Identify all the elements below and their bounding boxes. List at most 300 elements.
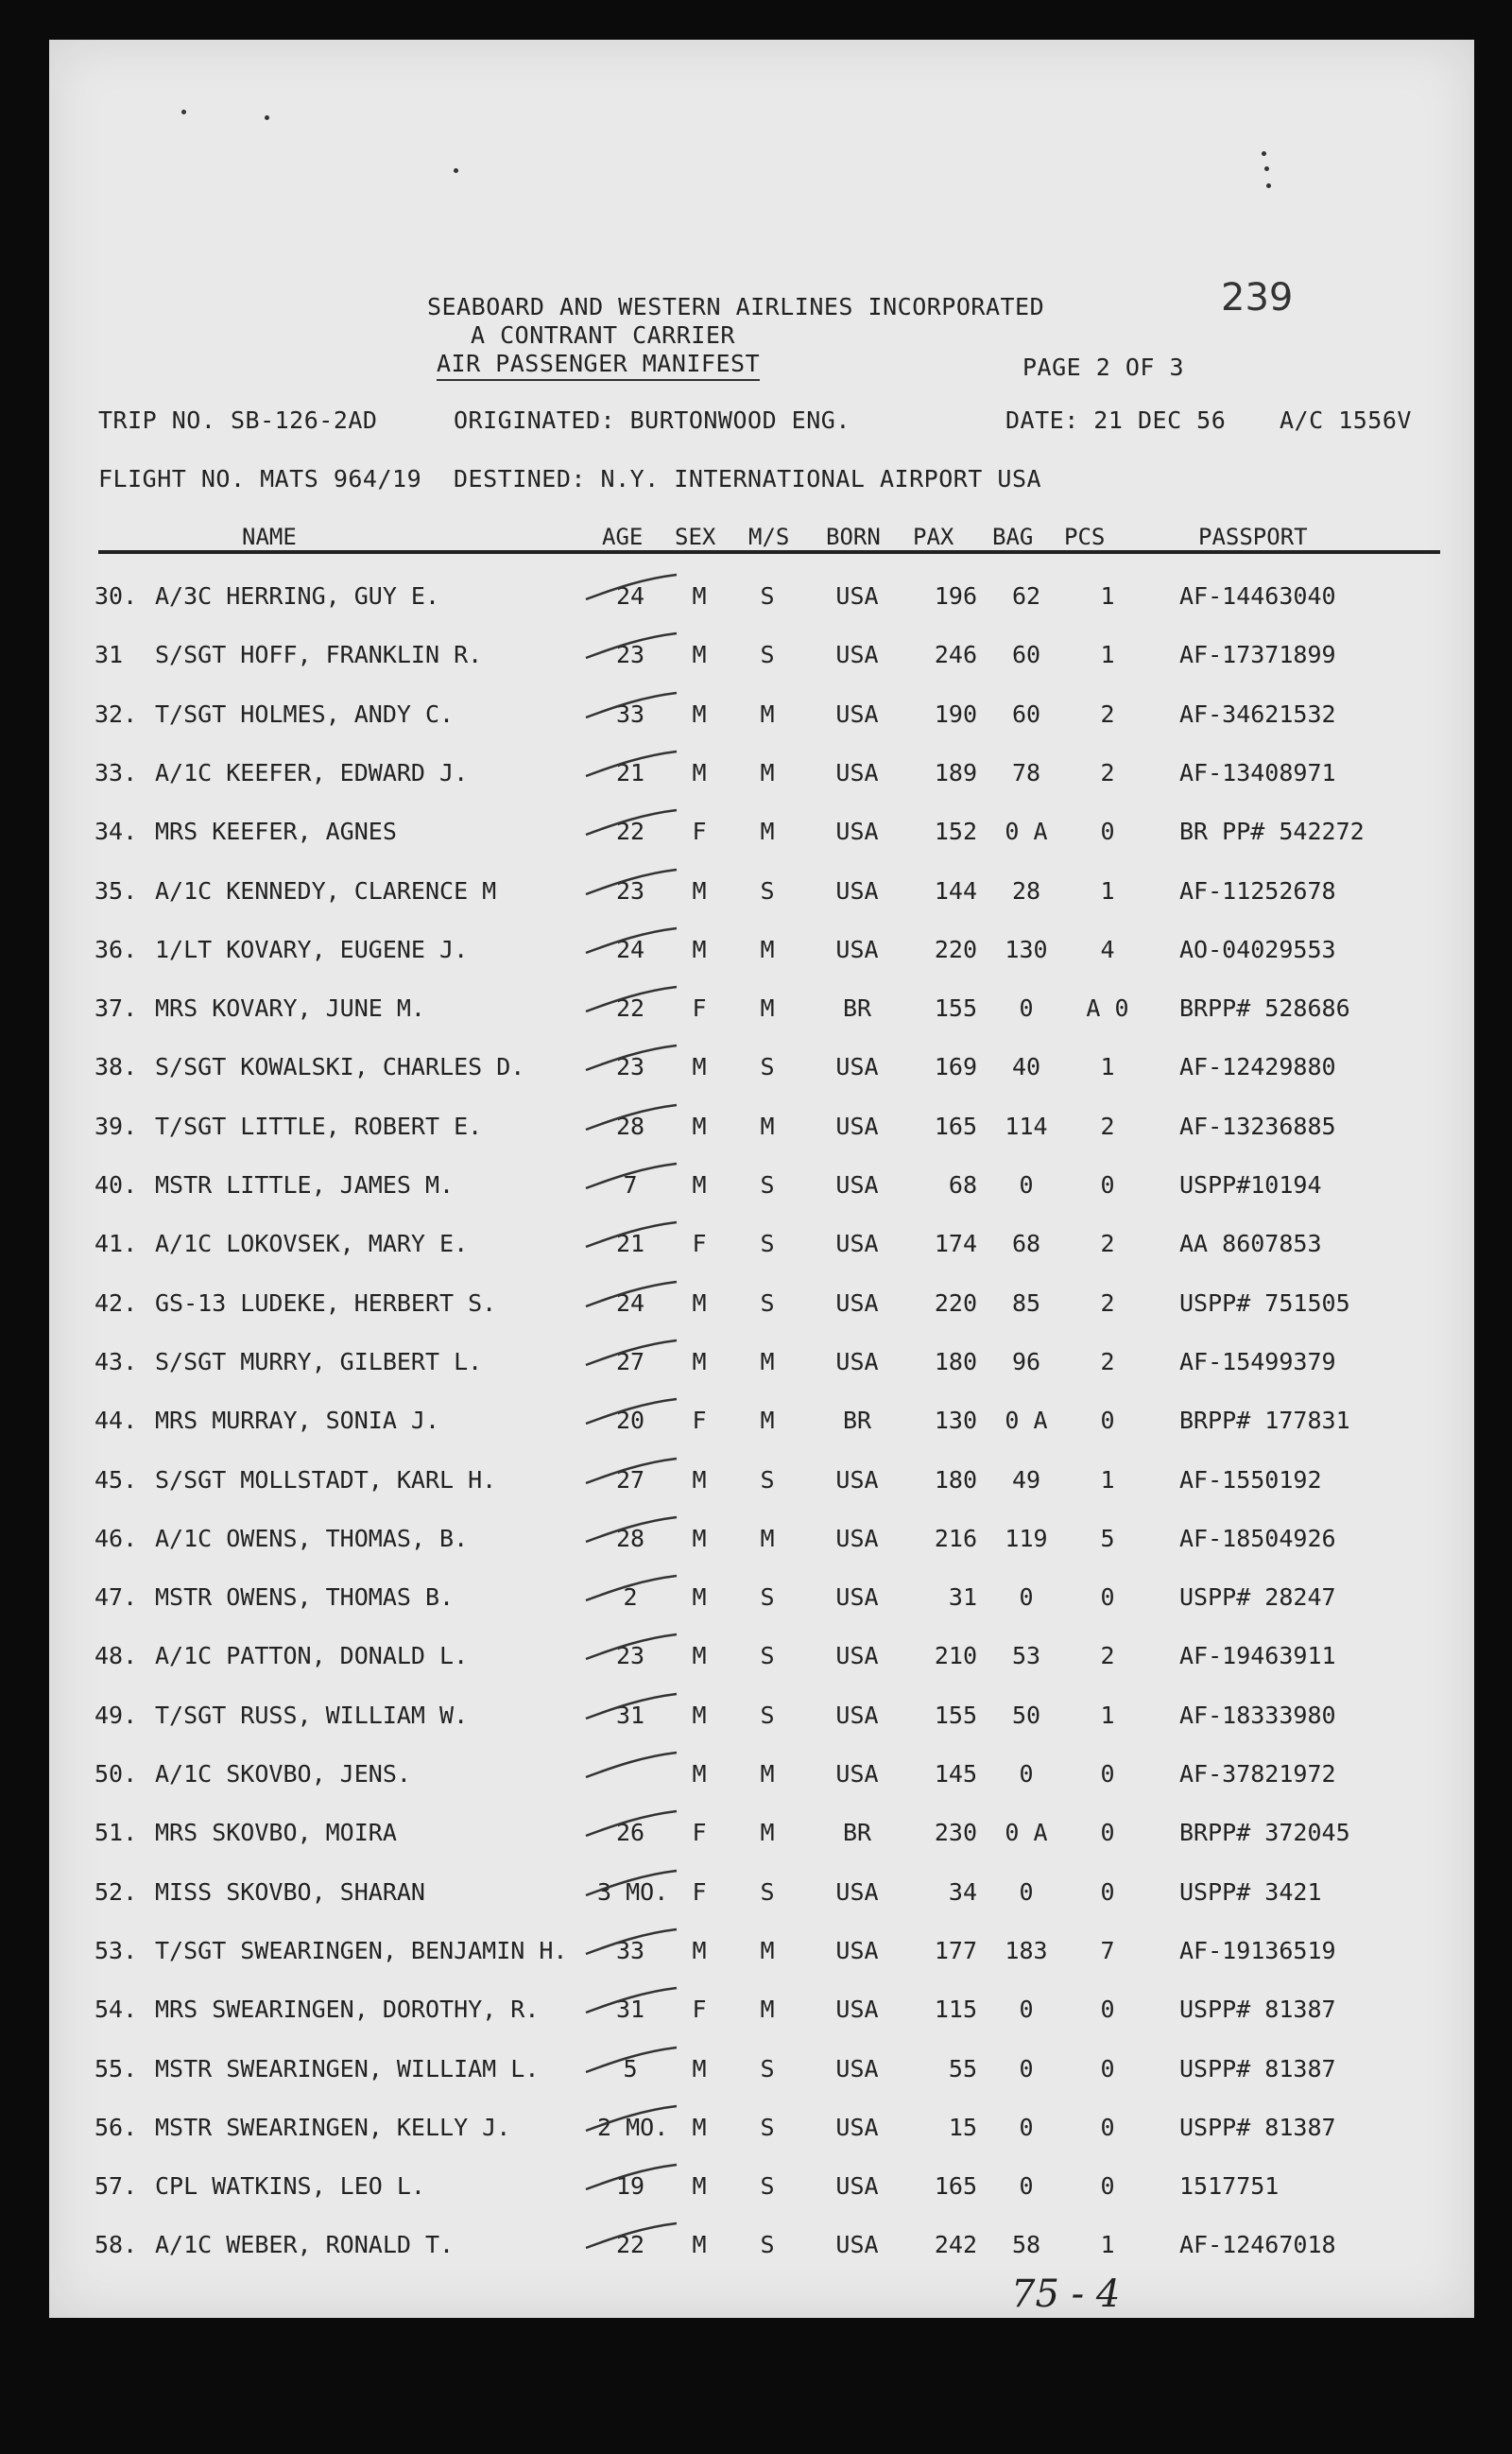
pieces: 2 xyxy=(1100,1112,1115,1140)
marital-status: M xyxy=(760,1112,775,1140)
age: 21 xyxy=(615,758,645,786)
marital-status: S xyxy=(760,1230,775,1258)
pax-weight: 177 xyxy=(934,1936,977,1964)
age: 24 xyxy=(615,935,645,963)
marital-status: M xyxy=(760,935,775,963)
pieces: 1 xyxy=(1100,641,1115,669)
age: 2 MO. xyxy=(597,2113,669,2141)
born: USA xyxy=(835,1112,879,1140)
handwritten-check-mark xyxy=(578,2161,682,2199)
born: USA xyxy=(835,935,879,963)
born: USA xyxy=(835,1524,879,1552)
passenger-name: GS-13 LUDEKE, HERBERT S. xyxy=(155,1288,497,1317)
table-row xyxy=(49,1460,1474,1498)
sex: M xyxy=(692,1112,707,1140)
age: 2 xyxy=(623,1583,638,1612)
marital-status: M xyxy=(760,1407,775,1435)
passenger-name: T/SGT LITTLE, ROBERT E. xyxy=(155,1112,483,1140)
pax-weight: 155 xyxy=(934,994,977,1023)
sex: F xyxy=(692,1819,707,1847)
pieces: 1 xyxy=(1100,876,1115,905)
passenger-name: CPL WATKINS, LEO L. xyxy=(155,2172,425,2201)
row-number: 49. xyxy=(94,1701,138,1729)
age: 24 xyxy=(615,582,645,610)
passport: USPP# 751505 xyxy=(1179,1288,1350,1317)
page-number: 239 xyxy=(1221,276,1294,320)
born: BR xyxy=(842,1407,872,1435)
sex: M xyxy=(692,1701,707,1729)
passport: AO-04029553 xyxy=(1179,935,1336,963)
passenger-name: MRS KOVARY, JUNE M. xyxy=(155,994,425,1023)
bag-weight: 60 xyxy=(1011,641,1041,669)
passenger-name: S/SGT HOFF, FRANKLIN R. xyxy=(155,641,483,669)
table-row xyxy=(49,930,1474,968)
bag-weight: 53 xyxy=(1011,1642,1041,1670)
table-row xyxy=(49,2108,1474,2146)
row-number: 35. xyxy=(94,876,138,905)
pieces: 0 xyxy=(1100,2113,1115,2141)
age: 31 xyxy=(615,1996,645,2024)
bag-weight: 130 xyxy=(1005,935,1048,963)
pax-weight: 34 xyxy=(948,1877,977,1906)
handwritten-check-mark xyxy=(578,1807,682,1845)
sex: M xyxy=(692,1171,707,1199)
passenger-name: A/1C SKOVBO, JENS. xyxy=(155,1760,411,1788)
row-number: 52. xyxy=(94,1877,138,1906)
row-number: 33. xyxy=(94,758,138,786)
marital-status: M xyxy=(760,1819,775,1847)
sex: M xyxy=(692,2172,707,2201)
handwritten-check-mark xyxy=(578,1631,682,1668)
born: USA xyxy=(835,818,879,846)
row-number: 37. xyxy=(94,994,138,1023)
bag-weight: 40 xyxy=(1011,1053,1041,1081)
date: DATE: 21 DEC 56 xyxy=(1005,406,1227,434)
table-row xyxy=(49,2167,1474,2204)
marital-status: S xyxy=(760,1465,775,1494)
passport: USPP#10194 xyxy=(1179,1171,1322,1199)
passport: AF-12429880 xyxy=(1179,1053,1336,1081)
page-of: PAGE 2 OF 3 xyxy=(1022,354,1185,381)
table-row xyxy=(49,1990,1474,2028)
passenger-name: T/SGT HOLMES, ANDY C. xyxy=(155,700,455,728)
age: 7 xyxy=(623,1171,638,1199)
born: USA xyxy=(835,876,879,905)
pieces: 2 xyxy=(1100,1288,1115,1317)
born: USA xyxy=(835,2054,879,2082)
age: 22 xyxy=(615,994,645,1023)
marital-status: M xyxy=(760,758,775,786)
born: USA xyxy=(835,1701,879,1729)
sex: M xyxy=(692,1936,707,1964)
marital-status: S xyxy=(760,1701,775,1729)
row-number: 57. xyxy=(94,2172,138,2201)
marital-status: S xyxy=(760,1877,775,1906)
passport: BRPP# 528686 xyxy=(1179,994,1350,1023)
passenger-name: T/SGT SWEARINGEN, BENJAMIN H. xyxy=(155,1936,568,1964)
marital-status: S xyxy=(760,582,775,610)
age: 23 xyxy=(615,876,645,905)
bag-weight: 0 A xyxy=(1005,1407,1048,1435)
pax-weight: 169 xyxy=(934,1053,977,1081)
marital-status: M xyxy=(760,1936,775,1964)
bag-weight: 28 xyxy=(1011,876,1041,905)
handwritten-total: 75 - 4 xyxy=(1011,2273,1121,2316)
passenger-name: MRS SWEARINGEN, DOROTHY, R. xyxy=(155,1996,540,2024)
table-row xyxy=(49,1754,1474,1792)
passenger-name: A/1C OWENS, THOMAS, B. xyxy=(155,1524,469,1552)
sex: M xyxy=(692,2113,707,2141)
col-born: BORN xyxy=(826,524,881,550)
pax-weight: 180 xyxy=(934,1465,977,1494)
row-number: 55. xyxy=(94,2054,138,2082)
passport: AF-17371899 xyxy=(1179,641,1336,669)
table-row xyxy=(49,577,1474,614)
pax-weight: 165 xyxy=(934,1112,977,1140)
pieces: 1 xyxy=(1100,2231,1115,2259)
row-number: 31 xyxy=(94,641,124,669)
sex: M xyxy=(692,1288,707,1317)
born: USA xyxy=(835,1053,879,1081)
handwritten-check-mark xyxy=(578,1984,682,2022)
passenger-name: S/SGT MURRY, GILBERT L. xyxy=(155,1347,483,1375)
sex: M xyxy=(692,1760,707,1788)
sex: F xyxy=(692,1407,707,1435)
handwritten-check-mark xyxy=(578,748,682,786)
row-number: 30. xyxy=(94,582,138,610)
pax-weight: 246 xyxy=(934,641,977,669)
bag-weight: 0 A xyxy=(1005,1819,1048,1847)
handwritten-check-mark xyxy=(578,571,682,609)
handwritten-check-mark xyxy=(578,1455,682,1493)
bag-weight: 119 xyxy=(1005,1524,1048,1552)
pax-weight: 190 xyxy=(934,700,977,728)
bag-weight: 183 xyxy=(1005,1936,1048,1964)
passenger-name: A/1C PATTON, DONALD L. xyxy=(155,1642,469,1670)
passport: AF-18333980 xyxy=(1179,1701,1336,1729)
col-sex: SEX xyxy=(675,524,716,550)
row-number: 48. xyxy=(94,1642,138,1670)
bag-weight: 0 xyxy=(1019,994,1034,1023)
handwritten-check-mark xyxy=(578,1160,682,1198)
pax-weight: 31 xyxy=(948,1583,977,1612)
passenger-name: T/SGT RUSS, WILLIAM W. xyxy=(155,1701,469,1729)
marital-status: S xyxy=(760,1288,775,1317)
speck xyxy=(454,168,458,173)
born: USA xyxy=(835,700,879,728)
passport: USPP# 81387 xyxy=(1179,1996,1336,2024)
sex: F xyxy=(692,1230,707,1258)
marital-status: S xyxy=(760,1053,775,1081)
pieces: 0 xyxy=(1100,1760,1115,1788)
handwritten-check-mark xyxy=(578,1395,682,1433)
sex: F xyxy=(692,818,707,846)
age: 24 xyxy=(615,1288,645,1317)
bag-weight: 85 xyxy=(1011,1288,1041,1317)
age: 28 xyxy=(615,1524,645,1552)
bag-weight: 50 xyxy=(1011,1701,1041,1729)
pieces: 1 xyxy=(1100,1053,1115,1081)
passport: BRPP# 177831 xyxy=(1179,1407,1350,1435)
bag-weight: 49 xyxy=(1011,1465,1041,1494)
row-number: 46. xyxy=(94,1524,138,1552)
handwritten-check-mark xyxy=(578,2044,682,2082)
passport: 1517751 xyxy=(1179,2172,1280,2201)
passport: AA 8607853 xyxy=(1179,1230,1322,1258)
pieces: 0 xyxy=(1100,1819,1115,1847)
marital-status: S xyxy=(760,2231,775,2259)
age: 31 xyxy=(615,1701,645,1729)
age: 3 MO. xyxy=(597,1877,669,1906)
pieces: 1 xyxy=(1100,1465,1115,1494)
age: 27 xyxy=(615,1465,645,1494)
table-row xyxy=(49,1931,1474,1969)
table-row xyxy=(49,872,1474,909)
passport: AF-11252678 xyxy=(1179,876,1336,905)
handwritten-check-mark xyxy=(578,2220,682,2257)
passenger-name: MISS SKOVBO, SHARAN xyxy=(155,1877,425,1906)
table-row xyxy=(49,812,1474,850)
born: USA xyxy=(835,1230,879,1258)
marital-status: M xyxy=(760,1760,775,1788)
table-row xyxy=(49,1873,1474,1910)
row-number: 42. xyxy=(94,1288,138,1317)
table-row xyxy=(49,753,1474,791)
marital-status: M xyxy=(760,818,775,846)
table-row xyxy=(49,1224,1474,1262)
marital-status: S xyxy=(760,1171,775,1199)
age: 23 xyxy=(615,1642,645,1670)
speck xyxy=(1264,166,1269,171)
passenger-name: A/3C HERRING, GUY E. xyxy=(155,582,440,610)
born: USA xyxy=(835,1642,879,1670)
sex: M xyxy=(692,1347,707,1375)
pieces: 0 xyxy=(1100,1583,1115,1612)
speck xyxy=(265,115,269,120)
marital-status: M xyxy=(760,1347,775,1375)
bag-weight: 0 xyxy=(1019,2172,1034,2201)
bag-weight: 68 xyxy=(1011,1230,1041,1258)
handwritten-check-mark xyxy=(578,1042,682,1080)
pax-weight: 152 xyxy=(934,818,977,846)
passport: AF-34621532 xyxy=(1179,700,1336,728)
age: 33 xyxy=(615,1936,645,1964)
handwritten-check-mark xyxy=(578,925,682,962)
marital-status: S xyxy=(760,2113,775,2141)
born: USA xyxy=(835,1583,879,1612)
sex: M xyxy=(692,2231,707,2259)
table-row xyxy=(49,1284,1474,1322)
marital-status: S xyxy=(760,2054,775,2082)
handwritten-check-mark xyxy=(578,1867,682,1905)
col-name: NAME xyxy=(242,524,297,550)
pax-weight: 230 xyxy=(934,1819,977,1847)
sex: M xyxy=(692,1583,707,1612)
sex: M xyxy=(692,1642,707,1670)
col-ms: M/S xyxy=(748,524,790,550)
sex: M xyxy=(692,582,707,610)
row-number: 36. xyxy=(94,935,138,963)
table-row xyxy=(49,635,1474,673)
row-number: 56. xyxy=(94,2113,138,2141)
pieces: 0 xyxy=(1100,2054,1115,2082)
manifest-title: AIR PASSENGER MANIFEST xyxy=(437,350,760,381)
passenger-name: 1/LT KOVARY, EUGENE J. xyxy=(155,935,469,963)
pax-weight: 144 xyxy=(934,876,977,905)
row-number: 47. xyxy=(94,1583,138,1612)
marital-status: M xyxy=(760,700,775,728)
table-row xyxy=(49,2225,1474,2263)
sex: M xyxy=(692,758,707,786)
pieces: 2 xyxy=(1100,1642,1115,1670)
pax-weight: 220 xyxy=(934,935,977,963)
aircraft: A/C 1556V xyxy=(1280,406,1412,434)
marital-status: M xyxy=(760,1996,775,2024)
sex: M xyxy=(692,700,707,728)
passport: AF-15499379 xyxy=(1179,1347,1336,1375)
marital-status: S xyxy=(760,2172,775,2201)
bag-weight: 60 xyxy=(1011,700,1041,728)
pax-weight: 115 xyxy=(934,1996,977,2024)
pieces: 4 xyxy=(1100,935,1115,963)
row-number: 32. xyxy=(94,700,138,728)
pieces: 7 xyxy=(1100,1936,1115,1964)
age: 26 xyxy=(615,1819,645,1847)
row-number: 45. xyxy=(94,1465,138,1494)
born: USA xyxy=(835,1171,879,1199)
born: USA xyxy=(835,582,879,610)
pax-weight: 55 xyxy=(948,2054,977,2082)
pax-weight: 174 xyxy=(934,1230,977,1258)
pax-weight: 165 xyxy=(934,2172,977,2201)
born: USA xyxy=(835,641,879,669)
handwritten-check-mark xyxy=(578,689,682,727)
pax-weight: 130 xyxy=(934,1407,977,1435)
handwritten-check-mark xyxy=(578,983,682,1021)
pieces: 0 xyxy=(1100,818,1115,846)
row-number: 34. xyxy=(94,818,138,846)
row-number: 58. xyxy=(94,2231,138,2259)
handwritten-check-mark xyxy=(578,1513,682,1551)
pieces: 5 xyxy=(1100,1524,1115,1552)
age: 28 xyxy=(615,1112,645,1140)
row-number: 43. xyxy=(94,1347,138,1375)
pax-weight: 196 xyxy=(934,582,977,610)
bag-weight: 0 xyxy=(1019,1171,1034,1199)
sex: M xyxy=(692,2054,707,2082)
row-number: 40. xyxy=(94,1171,138,1199)
passenger-name: A/1C KEEFER, EDWARD J. xyxy=(155,758,469,786)
handwritten-check-mark xyxy=(578,2102,682,2140)
destined: DESTINED: N.Y. INTERNATIONAL AIRPORT USA xyxy=(454,465,1042,493)
sex: M xyxy=(692,935,707,963)
sex: M xyxy=(692,1524,707,1552)
bag-weight: 58 xyxy=(1011,2231,1041,2259)
born: USA xyxy=(835,1347,879,1375)
table-row xyxy=(49,1166,1474,1203)
age: 23 xyxy=(615,1053,645,1081)
handwritten-check-mark xyxy=(578,1690,682,1728)
pieces: 2 xyxy=(1100,758,1115,786)
passport: USPP# 81387 xyxy=(1179,2113,1336,2141)
age: 19 xyxy=(615,2172,645,2201)
passport: USPP# 28247 xyxy=(1179,1583,1336,1612)
bag-weight: 0 xyxy=(1019,1877,1034,1906)
carrier-type: A CONTRANT CARRIER xyxy=(471,321,735,349)
sex: F xyxy=(692,994,707,1023)
passport: AF-18504926 xyxy=(1179,1524,1336,1552)
marital-status: M xyxy=(760,1524,775,1552)
manifest-page xyxy=(49,40,1474,2318)
handwritten-check-mark xyxy=(578,866,682,904)
pax-weight: 216 xyxy=(934,1524,977,1552)
born: USA xyxy=(835,2113,879,2141)
marital-status: S xyxy=(760,1583,775,1612)
table-row xyxy=(49,989,1474,1027)
passenger-name: MSTR SWEARINGEN, WILLIAM L. xyxy=(155,2054,540,2082)
pieces: 0 xyxy=(1100,1996,1115,2024)
handwritten-check-mark xyxy=(578,630,682,667)
passenger-name: MRS KEEFER, AGNES xyxy=(155,818,397,846)
table-row xyxy=(49,1107,1474,1145)
handwritten-check-mark xyxy=(578,1337,682,1374)
col-pcs: PCS xyxy=(1064,524,1106,550)
bag-weight: 0 xyxy=(1019,2113,1034,2141)
pieces: 0 xyxy=(1100,1407,1115,1435)
age: 27 xyxy=(615,1347,645,1375)
col-pax: PAX xyxy=(913,524,954,550)
sex: M xyxy=(692,876,707,905)
pax-weight: 189 xyxy=(934,758,977,786)
bag-weight: 62 xyxy=(1011,582,1041,610)
age: 23 xyxy=(615,641,645,669)
table-row xyxy=(49,1578,1474,1616)
originated: ORIGINATED: BURTONWOOD ENG. xyxy=(454,406,850,434)
flight-number: FLIGHT NO. MATS 964/19 xyxy=(98,465,422,493)
col-passport: PASSPORT xyxy=(1198,524,1308,550)
sex: M xyxy=(692,641,707,669)
passenger-name: S/SGT MOLLSTADT, KARL H. xyxy=(155,1465,497,1494)
pax-weight: 210 xyxy=(934,1642,977,1670)
pieces: 1 xyxy=(1100,1701,1115,1729)
age: 20 xyxy=(615,1407,645,1435)
born: USA xyxy=(835,758,879,786)
pieces: 0 xyxy=(1100,1877,1115,1906)
table-row xyxy=(49,1047,1474,1085)
pieces: 2 xyxy=(1100,1347,1115,1375)
passport: BRPP# 372045 xyxy=(1179,1819,1350,1847)
bag-weight: 0 xyxy=(1019,1760,1034,1788)
passport: AF-13408971 xyxy=(1179,758,1336,786)
handwritten-check-mark xyxy=(578,806,682,844)
passport: BR PP# 542272 xyxy=(1179,818,1365,846)
row-number: 41. xyxy=(94,1230,138,1258)
passenger-name: S/SGT KOWALSKI, CHARLES D. xyxy=(155,1053,525,1081)
table-row xyxy=(49,1342,1474,1380)
pax-weight: 15 xyxy=(948,2113,977,2141)
sex: F xyxy=(692,1877,707,1906)
marital-status: M xyxy=(760,994,775,1023)
row-number: 38. xyxy=(94,1053,138,1081)
passenger-name: MSTR LITTLE, JAMES M. xyxy=(155,1171,455,1199)
passport: AF-19136519 xyxy=(1179,1936,1336,1964)
born: USA xyxy=(835,1936,879,1964)
handwritten-check-mark xyxy=(578,1572,682,1610)
pieces: 2 xyxy=(1100,1230,1115,1258)
speck xyxy=(1262,151,1266,156)
table-row xyxy=(49,1636,1474,1674)
trip-number: TRIP NO. SB-126-2AD xyxy=(98,406,378,434)
